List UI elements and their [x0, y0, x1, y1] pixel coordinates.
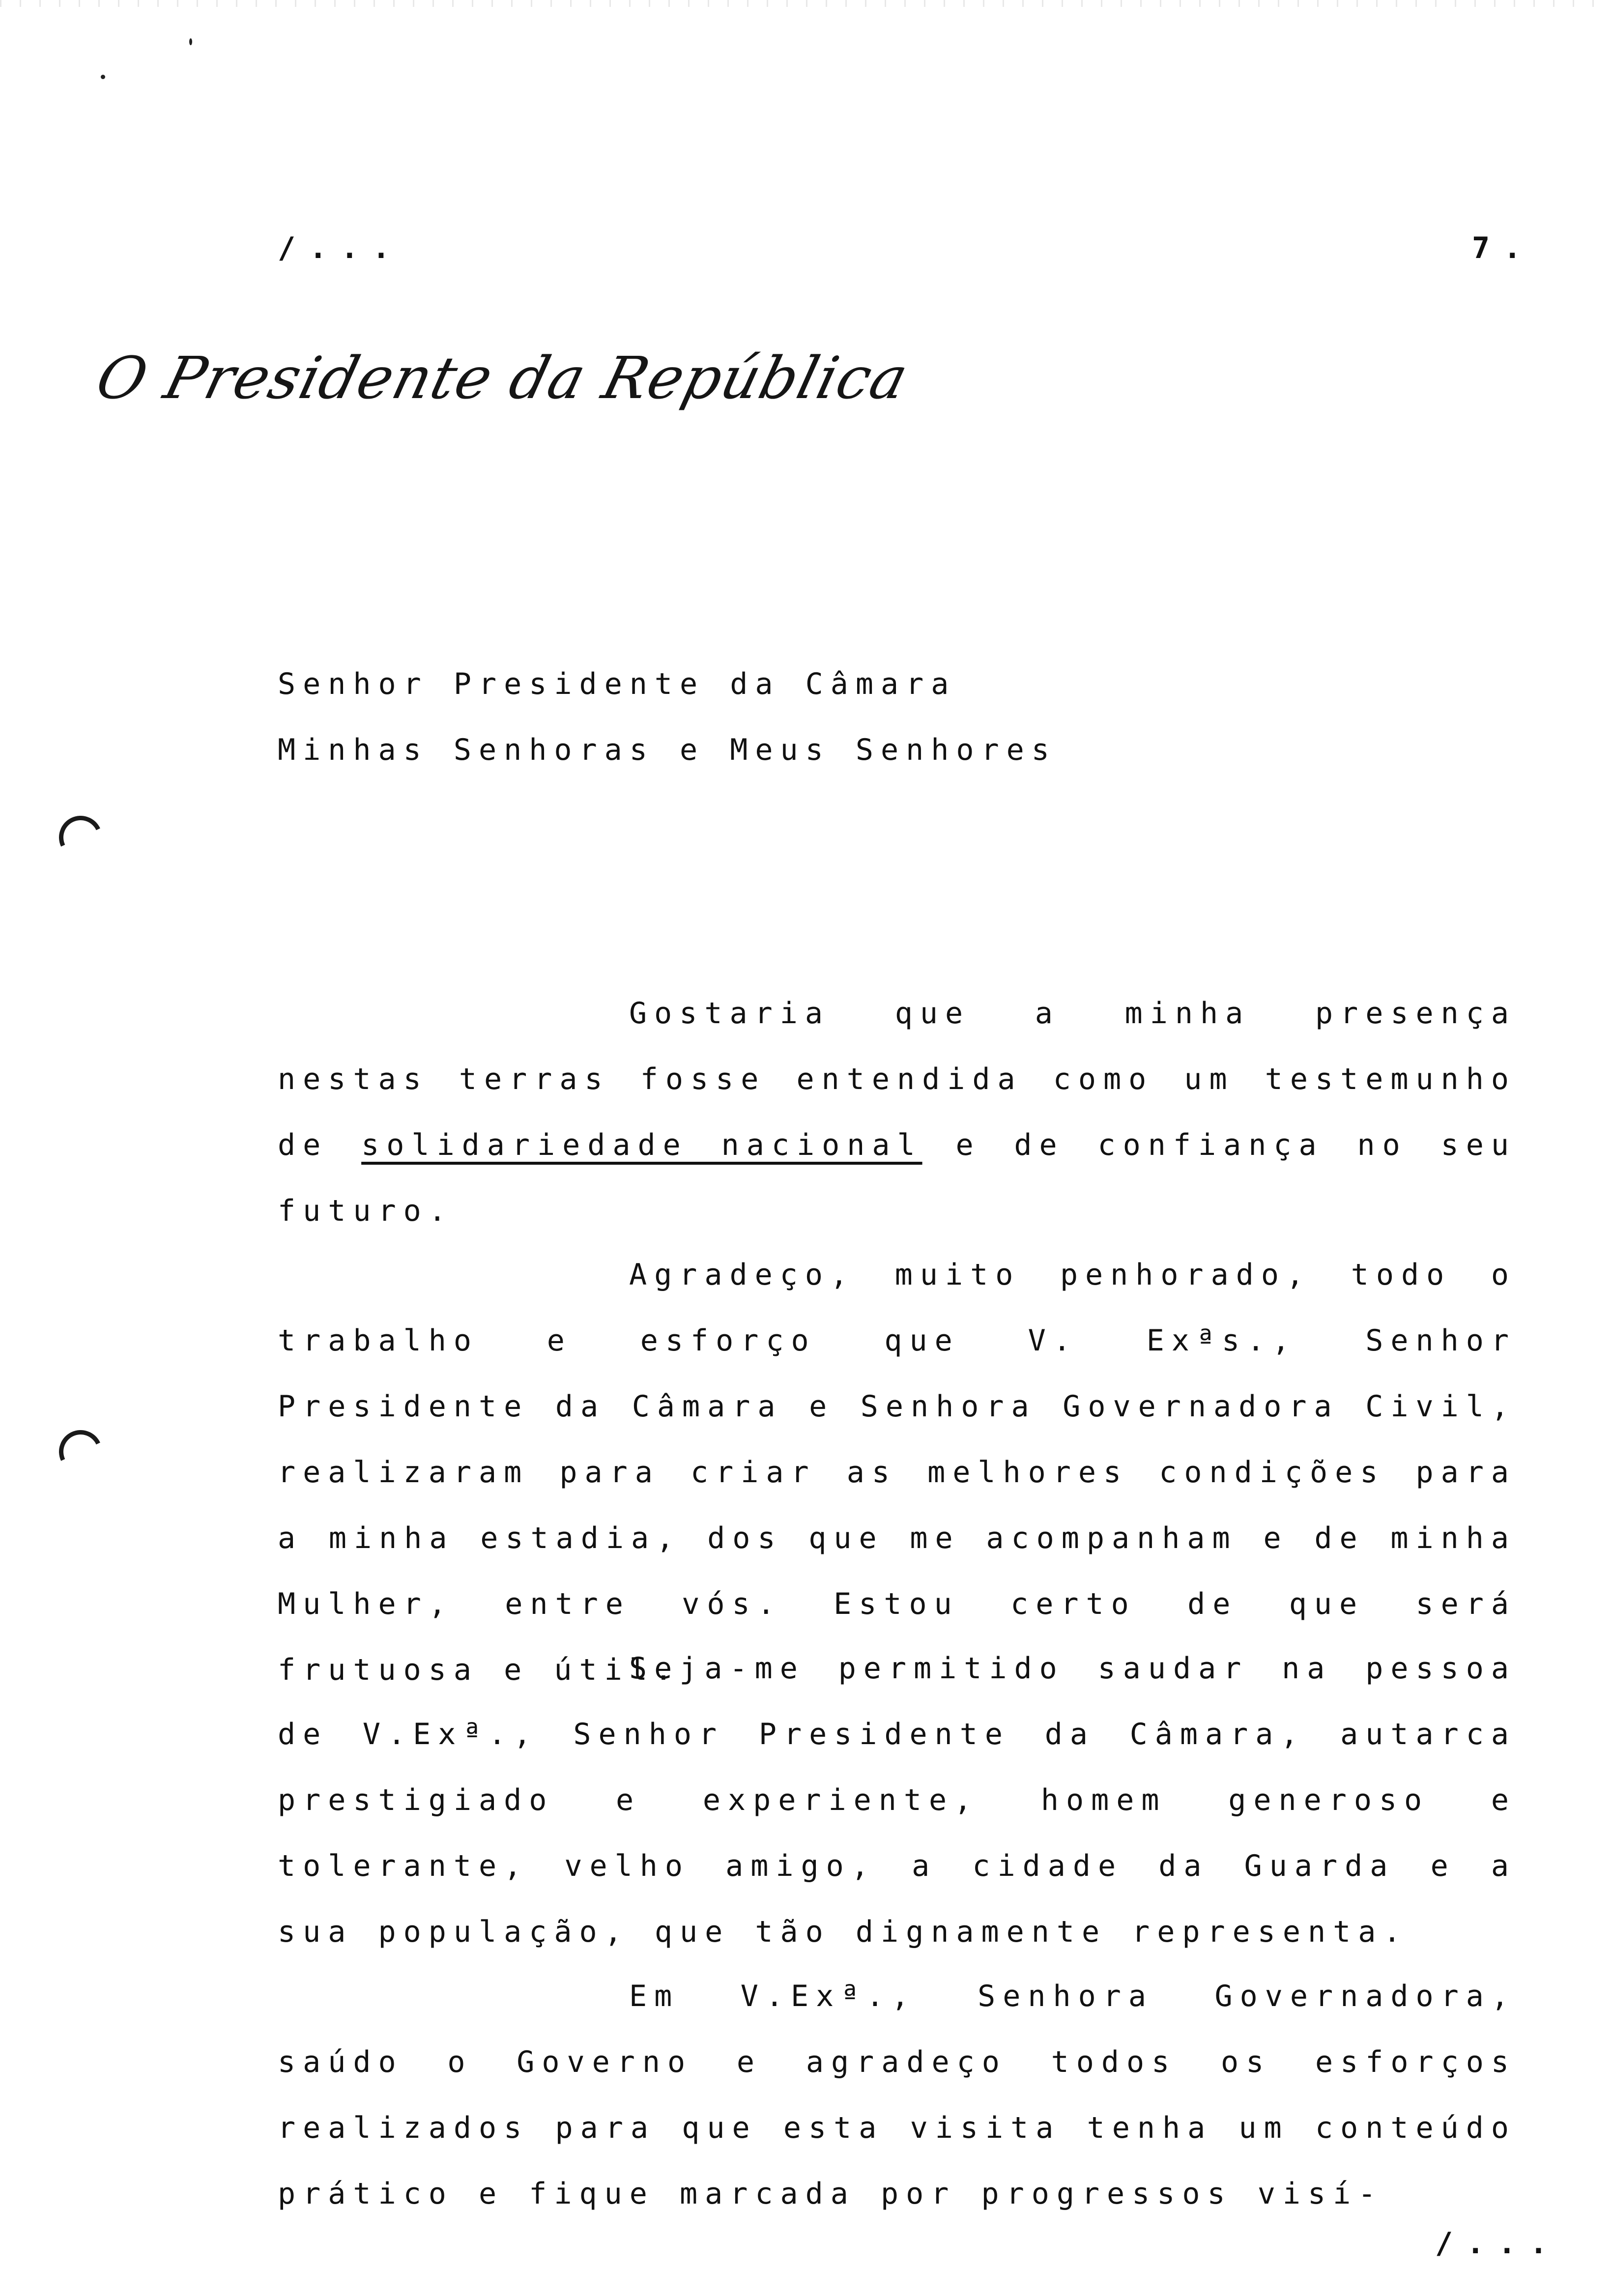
paragraph — [278, 1636, 1516, 1965]
paragraph-text: Agradeço, muito penhorado, todo o trabalho e esforço que V. Exªs., Senhor Presidente da Câmara e Senhora Governadora Civil, realizaram para criar as melhores condições para a minha estadia, dos que me acompanham e de minha Mulher, entre vós. Estou certo de que será frutuosa e útil. — [278, 1258, 1516, 1687]
salutation-line: Minhas Senhoras e Meus Senhores — [278, 733, 1057, 767]
scan-edge-noise — [0, 0, 1612, 7]
scan-speck — [101, 75, 105, 79]
page-number: 7. — [1472, 231, 1535, 265]
salutation — [278, 651, 1516, 783]
underlined-phrase: solidariedade nacional — [361, 1128, 922, 1162]
paragraph — [278, 1242, 1516, 1703]
salutation-line: Senhor Presidente da Câmara — [278, 667, 956, 701]
paragraph-text: Seja-me permitido saudar na pessoa de V.Exª., Senhor Presidente da Câmara, autarca prestigiado e experiente, homem generoso e tolerante, velho amigo, a cidade da Guarda e a sua população, que tão dignamente representa. — [278, 1651, 1516, 1949]
scan-speck — [189, 38, 192, 45]
letterhead-title: O Presidente da República — [89, 344, 916, 412]
continuation-mark-top: /... — [278, 231, 404, 265]
paragraph-text: Em V.Exª., Senhora Governadora, saúdo o Governo e agradeço todos os esforços realizados para que esta visita tenha um conteúdo prático e fique marcada por progressos visí- — [278, 1979, 1516, 2211]
punch-hole-mark — [53, 810, 109, 865]
paragraph — [278, 1963, 1516, 2227]
paragraph-text: e de confiança no seu futuro. — [278, 1128, 1516, 1228]
paragraph-text: Gostaria que a minha presença nestas terras fosse entendida como um testemunho de — [278, 996, 1516, 1162]
paragraph — [278, 980, 1516, 1244]
punch-hole-mark — [53, 1424, 109, 1480]
continuation-mark-bottom: /... — [1435, 2226, 1561, 2261]
